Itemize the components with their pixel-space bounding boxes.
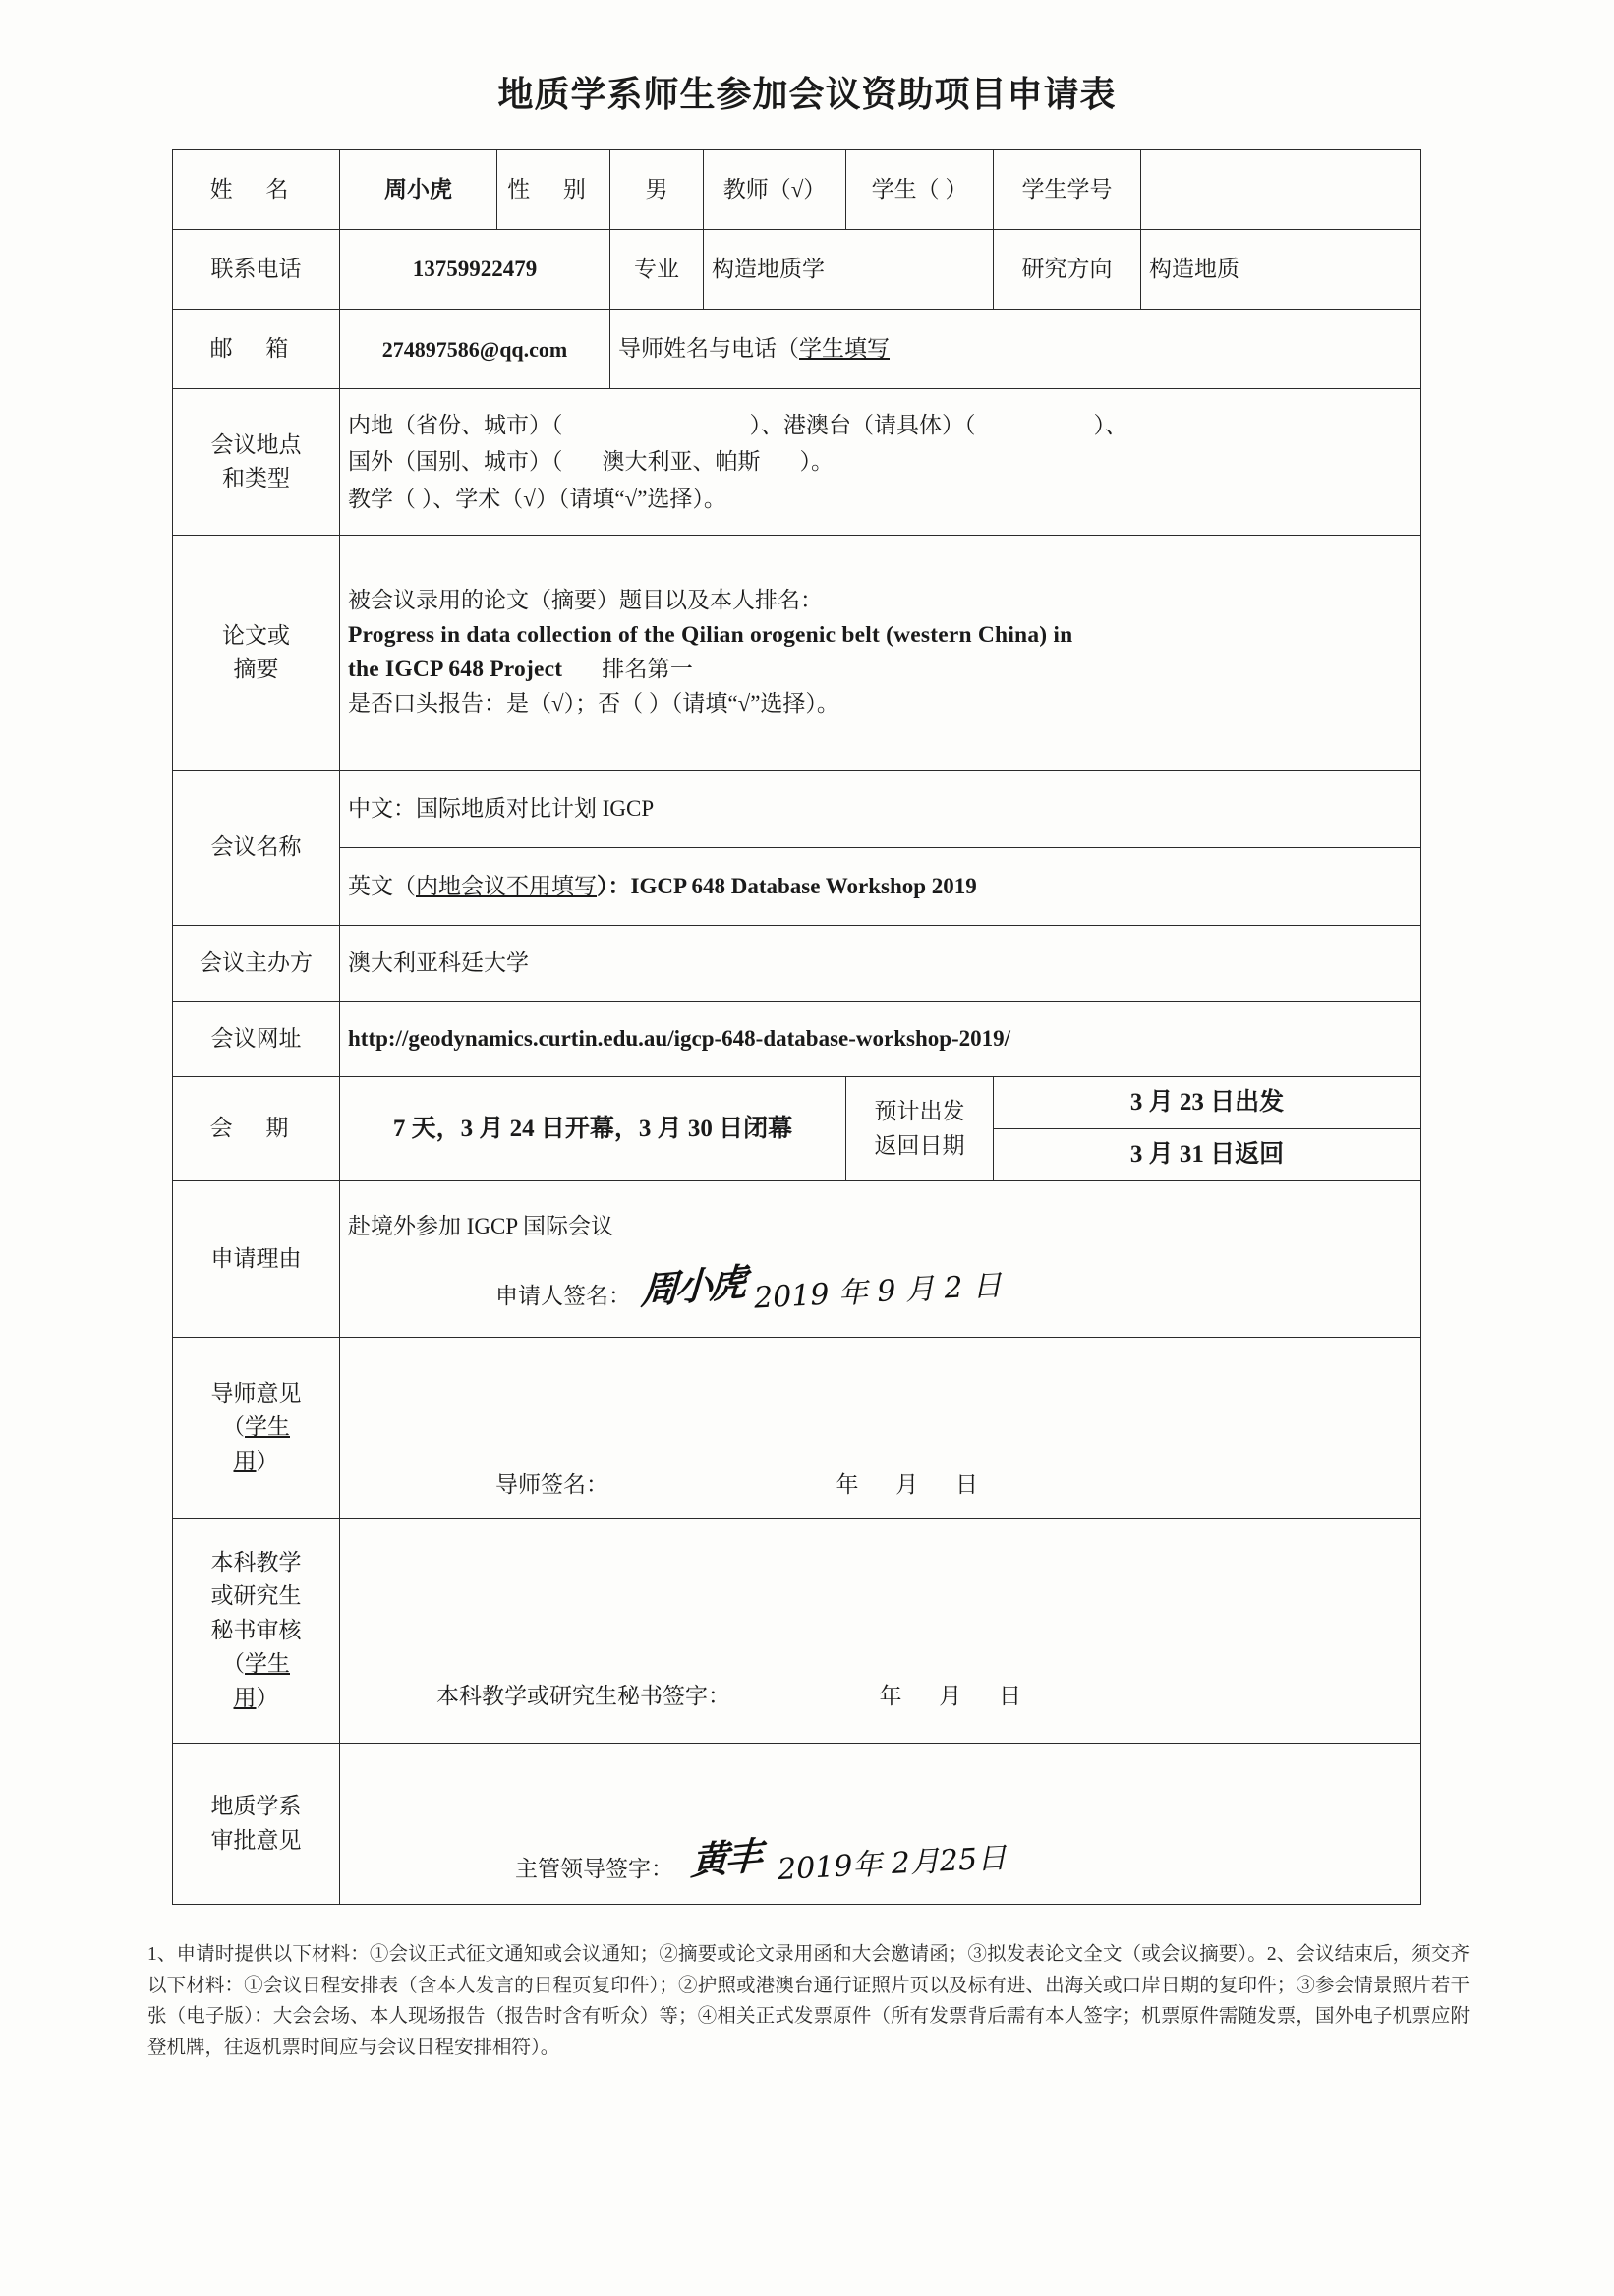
venue-type-checkboxes[interactable]: 教学（ ）、学术（√）（请填“√”选择）。 xyxy=(348,486,726,511)
conf-en-underlined: 内地会议不用填写 xyxy=(416,873,597,898)
table-row-url xyxy=(173,1002,1421,1077)
value-gender[interactable]: 男 xyxy=(610,150,704,230)
label-host: 会议主办方 xyxy=(173,926,340,1002)
table-row-reason xyxy=(173,1181,1421,1338)
paper-title-line1[interactable]: Progress in data collection of the Qilian orogenic belt (western China) in xyxy=(348,621,1073,648)
label-advisor-paren-close: ） xyxy=(256,1448,279,1473)
paper-title-line2[interactable] xyxy=(348,653,1412,687)
value-host[interactable]: 澳大利亚科廷大学 xyxy=(340,926,1421,1002)
advisor-date-placeholder[interactable]: 年 月 日 xyxy=(836,1471,994,1497)
label-paper-line2: 摘要 xyxy=(233,657,279,681)
venue-content[interactable] xyxy=(340,389,1421,536)
value-student-id[interactable] xyxy=(1141,150,1421,230)
label-period: 会 期 xyxy=(173,1077,340,1181)
value-departure-date[interactable]: 3 月 23 日出发 xyxy=(994,1077,1421,1129)
reason-content[interactable] xyxy=(340,1181,1421,1338)
label-secretary-line2: 或研究生 xyxy=(210,1583,302,1609)
label-email: 邮 箱 xyxy=(173,310,340,389)
paper-author-rank: 排名第一 xyxy=(602,657,694,681)
label-paper-abstract xyxy=(173,536,340,771)
department-date-handwritten: 2019年 2月25日 xyxy=(777,1840,1008,1888)
table-row-paper xyxy=(173,536,1421,771)
label-departure: 预计出发 xyxy=(874,1099,965,1123)
label-advisor-paren-open: （ xyxy=(222,1414,245,1440)
paper-oral-report[interactable]: 是否口头报告：是（√）；否（ ）（请填“√”选择）。 xyxy=(348,691,839,717)
applicant-date-handwritten: 2019 年 9 月 2 日 xyxy=(753,1268,1003,1316)
value-name[interactable]: 周小虎 xyxy=(340,150,497,230)
label-department-approval xyxy=(173,1744,340,1905)
table-row-venue xyxy=(173,389,1421,536)
venue-line-overseas xyxy=(348,443,1412,480)
secretary-review-area[interactable] xyxy=(340,1519,1421,1744)
conf-en-value: ）：IGCP 648 Database Workshop 2019 xyxy=(597,873,977,898)
venue-line1-end: ）、 xyxy=(1093,413,1127,438)
label-gender: 性 别 xyxy=(497,150,610,230)
label-secretary-line1: 本科教学 xyxy=(210,1549,302,1575)
label-research-direction: 研究方向 xyxy=(994,230,1141,310)
venue-mainland-prefix: 内地（省份、城市）（ xyxy=(348,413,563,438)
value-return-date[interactable]: 3 月 31 日返回 xyxy=(994,1129,1421,1181)
table-row-contact xyxy=(173,230,1421,310)
value-major[interactable]: 构造地质学 xyxy=(704,230,994,310)
checkbox-student[interactable]: 学生（ ） xyxy=(846,150,994,230)
table-row-department-approval xyxy=(173,1744,1421,1905)
department-approval-area[interactable] xyxy=(340,1744,1421,1905)
label-secretary-underlined-2: 用 xyxy=(233,1685,257,1710)
paper-content[interactable] xyxy=(340,536,1421,771)
venue-overseas-prefix: 国外（国别、城市）（ xyxy=(348,449,563,475)
label-venue-line1: 会议地点 xyxy=(210,431,302,457)
label-secretary-line5 xyxy=(181,1682,331,1716)
advisor-contact-field[interactable] xyxy=(610,310,1421,389)
label-secretary-review xyxy=(173,1519,340,1744)
department-signature-prompt: 主管领导签字： xyxy=(515,1856,673,1881)
label-venue-type xyxy=(173,389,340,536)
advisor-contact-prefix: 导师姓名与电话（ xyxy=(618,335,799,361)
table-row-host xyxy=(173,926,1421,1002)
label-advisor-line1: 导师意见 xyxy=(210,1380,302,1406)
advisor-signature-prompt: 导师签名： xyxy=(495,1471,608,1497)
value-email[interactable]: 274897586@qq.com xyxy=(340,310,610,389)
label-secretary-underlined-1: 学生 xyxy=(245,1651,290,1677)
label-name: 姓 名 xyxy=(173,150,340,230)
conf-en-prefix: 英文（ xyxy=(348,873,416,898)
label-venue-line2: 和类型 xyxy=(222,466,290,490)
label-advisor-underlined-2: 用 xyxy=(233,1448,257,1473)
label-departure-return xyxy=(846,1077,994,1181)
value-research-direction[interactable]: 构造地质 xyxy=(1141,230,1421,310)
paper-prompt: 被会议录用的论文（摘要）题目以及本人排名： xyxy=(348,588,823,613)
footnotes xyxy=(147,1939,1470,2063)
value-reason[interactable]: 赴境外参加 IGCP 国际会议 xyxy=(348,1214,614,1239)
venue-overseas-value[interactable]: 澳大利亚、帕斯 xyxy=(602,449,761,475)
table-row-email xyxy=(173,310,1421,389)
conference-name-chinese[interactable]: 中文：国际地质对比计划 IGCP xyxy=(340,771,1421,848)
label-department-line2: 审批意见 xyxy=(210,1827,302,1853)
secretary-signature-row xyxy=(348,1680,1412,1714)
label-conference-url: 会议网址 xyxy=(173,1002,340,1077)
advisor-opinion-area[interactable] xyxy=(340,1338,1421,1519)
venue-line-domestic xyxy=(348,407,1412,443)
table-row-secretary-review xyxy=(173,1519,1421,1744)
department-signature-row xyxy=(348,1830,1412,1886)
label-student-id: 学生学号 xyxy=(994,150,1141,230)
label-reason: 申请理由 xyxy=(173,1181,340,1338)
label-major: 专业 xyxy=(610,230,704,310)
value-conference-url[interactable]: http://geodynamics.curtin.edu.au/igcp-648-database-workshop-2019/ xyxy=(340,1002,1421,1077)
applicant-signature-row xyxy=(348,1258,1412,1314)
label-advisor-underlined-1: 学生 xyxy=(245,1414,290,1440)
label-advisor-opinion xyxy=(173,1338,340,1519)
label-advisor-line2 xyxy=(181,1410,331,1445)
table-row-conf-name-cn xyxy=(173,771,1421,848)
label-phone: 联系电话 xyxy=(173,230,340,310)
department-signature-handwritten: 黄丰 xyxy=(689,1832,762,1884)
label-conference-name: 会议名称 xyxy=(173,771,340,926)
page-title: 地质学系师生参加会议资助项目申请表 xyxy=(497,75,1117,115)
advisor-contact-underlined: 学生填写 xyxy=(799,335,890,361)
label-paper-line1: 论文或 xyxy=(222,622,290,648)
table-row-conf-name-en xyxy=(173,848,1421,926)
value-period[interactable]: 7 天，3 月 24 日开幕，3 月 30 日闭幕 xyxy=(340,1077,846,1181)
label-secretary-line4 xyxy=(181,1647,331,1682)
label-secretary-line3: 秘书审核 xyxy=(210,1617,302,1642)
table-row-advisor-opinion xyxy=(173,1338,1421,1519)
label-advisor-line3 xyxy=(181,1445,331,1479)
label-department-line1: 地质学系 xyxy=(210,1794,302,1818)
paper-title-line2-text: the IGCP 648 Project xyxy=(348,657,563,682)
footnotes-text: 1、申请时提供以下材料：①会议正式征文通知或会议通知；②摘要或论文录用函和大会邀请函；③拟发表论文全文（或会议摘要）。2、会议结束后，须交齐以下材料：①会议日程安排表（含本人发言的日程页复印件）；②护照或港澳台通行证照片页以及标有进、出海关或口岸日期的复印件；③参会情景照片若干张（电子版）：大会会场、本人现场报告（报告时含有听众）等；④相关正式发票原件（所有发票背后需有本人签字；机票原件需随发票，国外电子机票应附登机牌，往返机票时间应与会议日程安排相符）。 xyxy=(147,1944,1470,2058)
label-return: 返回日期 xyxy=(874,1132,965,1158)
secretary-date-placeholder[interactable]: 年 月 日 xyxy=(879,1683,1037,1708)
table-row-name xyxy=(173,150,1421,230)
value-phone[interactable]: 13759922479 xyxy=(340,230,610,310)
conference-name-english[interactable] xyxy=(340,848,1421,926)
applicant-signature-prompt: 申请人签名： xyxy=(495,1284,631,1309)
application-form-table xyxy=(172,149,1421,1905)
venue-hk-mo-tw: ）、港澳台（请具体）（ xyxy=(749,413,976,438)
advisor-signature-row xyxy=(348,1468,1412,1503)
table-row-period xyxy=(173,1077,1421,1129)
secretary-signature-prompt: 本科教学或研究生秘书签字： xyxy=(436,1683,730,1708)
venue-overseas-suffix: ）。 xyxy=(799,449,834,475)
applicant-signature-handwritten: 周小虎 xyxy=(640,1258,746,1313)
checkbox-teacher[interactable]: 教师（√） xyxy=(704,150,846,230)
label-secretary-paren-close: ） xyxy=(256,1685,279,1710)
label-secretary-paren-open: （ xyxy=(222,1651,245,1677)
